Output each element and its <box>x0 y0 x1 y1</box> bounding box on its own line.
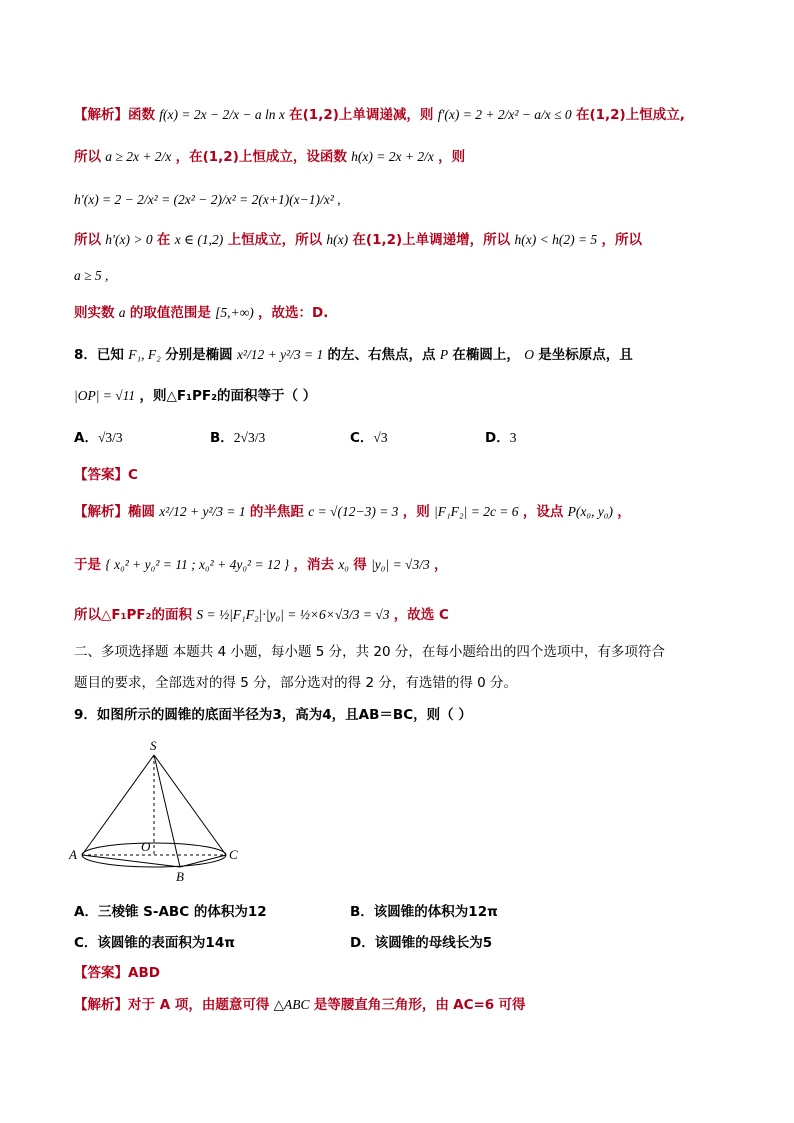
label-b: B <box>176 869 184 884</box>
q8-option-c: C．√3 <box>350 430 388 446</box>
section-header-cont: 题目的要求，全部选对的得 5 分，部分选对的得 2 分，有选错的得 0 分。 <box>74 675 518 691</box>
sol7-line5: a ≥ 5 , <box>74 268 109 283</box>
sol7-line1: 【解析】函数 f(x) = 2x − 2/x − a ln x 在(1,2)上单调递减，则 f′(x) = 2 + 2/x² − a/x ≤ 0 在(1,2)上恒成立, <box>74 107 685 123</box>
q8-answer: 【答案】C <box>74 467 138 483</box>
q8-solution-line3: 所以△F₁PF₂的面积 S = ½|F₁F₂|·|y₀| = ½×6×√3/3 = √3 ，故选 C <box>74 607 449 623</box>
sol7-line2: 所以 a ≥ 2x + 2/x ，在(1,2)上恒成立，设函数 h(x) = 2x + 2/x ，则 <box>74 149 466 165</box>
q9-option-a: A．三棱锥 S-ABC 的体积为12 <box>74 904 267 920</box>
formula: h(x) = 2x + 2/x <box>351 149 434 164</box>
label-c: C <box>229 847 238 862</box>
label-s: S <box>150 738 157 753</box>
sol7-line4: 所以 h′(x) > 0 在 x ∈ (1,2) 上恒成立，所以 h(x) 在(1,2)上单调递增，所以 h(x) < h(2) = 5 ，所以 <box>74 232 642 248</box>
q8-solution-line2: 于是 { x₀² + y₀² = 11 ; x₀² + 4y₀² = 12 } ，消去 x₀ 得 |y₀| = √3/3 ， <box>74 557 448 573</box>
sol7-line6: 则实数 a 的取值范围是 [5,+∞) ，故选：D. <box>74 305 329 321</box>
q8-solution-line1: 【解析】椭圆 x²/12 + y²/3 = 1 的半焦距 c = √(12−3) = 3 ，则 |F₁F₂| = 2c = 6 ，设点 P(x₀, y₀) ， <box>74 504 631 520</box>
edge-ab <box>82 855 180 867</box>
section-header: 二、多项选择题 本题共 4 小题，每小题 5 分，共 20 分，在每小题给出的四个选项中，有多项符合 <box>74 644 665 660</box>
q8-option-a: A．√3/3 <box>74 430 123 446</box>
label-o: O <box>141 839 151 854</box>
formula: a ≥ 2x + 2/x <box>105 149 172 164</box>
sol7-line3 <box>74 190 734 210</box>
q9-option-b: B．该圆锥的体积为12π <box>350 904 498 920</box>
edge-sb <box>154 755 180 867</box>
label-a: A <box>69 847 77 862</box>
q8-line2: |OP| = √11 ，则△F₁PF₂的面积等于（ ） <box>74 388 317 404</box>
analysis-tag: 【解析】 <box>74 107 128 123</box>
q9-option-d: D．该圆锥的母线长为5 <box>350 935 493 951</box>
cone-figure <box>66 735 256 885</box>
formula: h′(x) = 2 − 2/x² = (2x² − 2)/x² = 2(x+1)(x−1)/x² , <box>74 192 341 207</box>
q9-answer: 【答案】ABD <box>74 965 160 981</box>
q9-option-c: C．该圆锥的表面积为14π <box>74 935 235 951</box>
q8-option-d: D．3 <box>485 430 517 446</box>
edge-bc <box>180 855 226 867</box>
q8-line1: 8．已知 F₁, F₂ 分别是椭圆 x²/12 + y²/3 = 1 的左、右焦点，点 P 在椭圆上， O 是坐标原点，且 <box>74 347 633 363</box>
formula: f(x) = 2x − 2/x − a ln x <box>159 107 285 122</box>
q8-option-b: B．2√3/3 <box>210 430 266 446</box>
formula: f′(x) = 2 + 2/x² − a/x ≤ 0 <box>437 107 572 122</box>
q9-stem: 9．如图所示的圆锥的底面半径为3，高为4，且AB＝BC，则（ ） <box>74 707 472 723</box>
q9-solution: 【解析】对于 A 项，由题意可得 △ABC 是等腰直角三角形，由 AC=6 可得 <box>74 997 526 1013</box>
cone-side-right <box>154 755 226 855</box>
